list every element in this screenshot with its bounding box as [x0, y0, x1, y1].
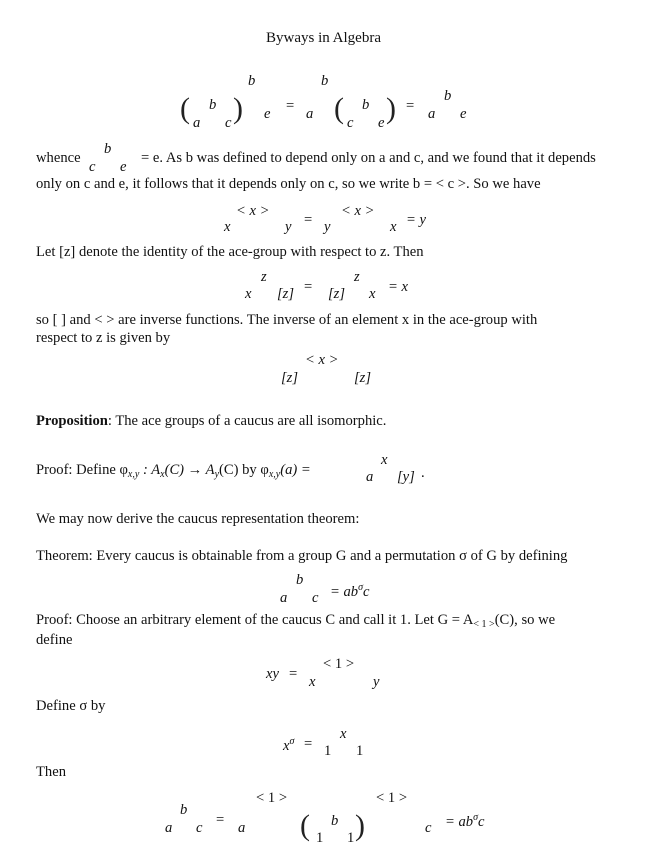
- eq1-e-2: e: [460, 106, 467, 122]
- eq8-rhs-c: c: [478, 814, 485, 830]
- eq2-result: = y: [406, 212, 426, 228]
- proof1-line: [36, 463, 311, 480]
- eq1-a-2: a: [428, 106, 436, 122]
- eq1-inner-c: c: [225, 115, 232, 131]
- eq5-rhs-text: = ab: [330, 584, 359, 600]
- eq3-sup-z-2: z: [354, 269, 360, 285]
- proof1-mid: : A: [139, 462, 161, 478]
- eq8-top2: < 1 >: [376, 790, 408, 806]
- eq8-a: a: [165, 820, 173, 836]
- eq3-equals: =: [304, 279, 313, 295]
- eq6-lhs: xy: [266, 666, 279, 682]
- proof1-sub4: x,y: [268, 469, 281, 480]
- eq4-left: [z]: [281, 370, 299, 386]
- eq1-inner-c-2: c: [347, 115, 354, 131]
- eq7-one-2: 1: [356, 743, 364, 759]
- eq8-top1: < 1 >: [256, 790, 288, 806]
- eq7-top: x: [340, 726, 347, 742]
- eq8-sup-sigma: σ: [473, 812, 479, 823]
- eq7-lhs: [283, 737, 294, 754]
- eq8-equals: =: [216, 812, 225, 828]
- eq4-right: [z]: [354, 370, 372, 386]
- p1-sub-e: e: [120, 159, 127, 175]
- proof1-sup-x: x: [381, 452, 388, 468]
- eq7-sup-sigma: σ: [289, 736, 295, 747]
- running-header: Byways in Algebra: [266, 30, 381, 46]
- eq5-a: a: [280, 590, 288, 606]
- eq7-x: x: [283, 738, 290, 754]
- eq5-c: c: [312, 590, 319, 606]
- eq2-x-2: x: [390, 219, 397, 235]
- eq1-inner-a: a: [193, 115, 201, 131]
- proposition: [36, 414, 386, 429]
- proof1-mid3: (C) by φ: [219, 462, 269, 478]
- eq8-inner-b: b: [331, 813, 339, 829]
- eq2-op2: < x >: [341, 203, 375, 219]
- proof1-mid2: (C) → A: [164, 462, 215, 478]
- eq1-equals: =: [286, 98, 295, 114]
- eq1-sup-b: b: [321, 73, 329, 89]
- eq1-e: e: [264, 106, 271, 122]
- eq1-left-paren: (: [180, 92, 190, 125]
- eq1-sup-b: b: [248, 73, 256, 89]
- p6-text: Then: [36, 764, 66, 780]
- eq2-y: y: [285, 219, 292, 235]
- eq1-a: a: [306, 106, 314, 122]
- eq8-sup-b: b: [180, 802, 188, 818]
- p1-line2: only on c and e, it follows that it depends only on c, so we write b = < c >. So we have: [36, 176, 541, 192]
- proof1-dot: .: [421, 465, 425, 481]
- eq8-c-2: c: [425, 820, 432, 836]
- proof1-a: a: [366, 469, 374, 485]
- eq1-equals-2: =: [406, 98, 415, 114]
- eq7-one: 1: [324, 743, 332, 759]
- eq5-rhs: [330, 583, 370, 600]
- eq1-right-paren-2: ): [386, 92, 396, 125]
- proposition-label: Proposition: [36, 413, 108, 429]
- eq2-y-2: y: [324, 219, 331, 235]
- eq8-rhs: [445, 813, 485, 830]
- eq2-x: x: [224, 219, 231, 235]
- eq3-result: = x: [388, 279, 408, 295]
- eq3-x: x: [245, 286, 252, 302]
- proof2-line2: define: [36, 632, 73, 648]
- proof1-sub2: x: [160, 469, 165, 480]
- eq8-a-2: a: [238, 820, 246, 836]
- proof1-y: [y]: [397, 469, 415, 485]
- eq1-inner-e: e: [378, 115, 385, 131]
- p1-tail: = e. As b was defined to depend only on a and c, and we found that it depends: [141, 150, 596, 166]
- p3-line2: respect to z is given by: [36, 330, 171, 346]
- proof2-text: Proof: Choose an arbitrary element of the caucus C and call it 1. Let G = A: [36, 612, 474, 628]
- eq1-left-paren-2: (: [334, 92, 344, 125]
- eq5-sup-sigma: σ: [358, 582, 364, 593]
- eq8-inner-1: 1: [316, 830, 324, 846]
- p5-text: Define σ by: [36, 698, 106, 714]
- p3-line1: so [ ] and < > are inverse functions. The inverse of an element x in the ace-group with: [36, 312, 538, 328]
- p1-sup-b: b: [104, 141, 112, 157]
- eq5-sup-b: b: [296, 572, 304, 588]
- eq8-rhs-text: = ab: [445, 814, 474, 830]
- proof2-sub: < 1 >: [473, 619, 495, 630]
- proposition-text: : The ace groups of a caucus are all isomorphic.: [107, 413, 387, 429]
- proof2-line1: [36, 613, 555, 630]
- p2-text: Let [z] denote the identity of the ace-group with respect to z. Then: [36, 244, 424, 260]
- eq5-rhs-c: c: [363, 584, 370, 600]
- eq1-sup-b-2: b: [444, 88, 452, 104]
- eq1-right-paren: ): [233, 92, 243, 125]
- proof1-sub1: x,y: [127, 469, 140, 480]
- eq2-op1: < x >: [236, 203, 270, 219]
- eq6-x: x: [309, 674, 316, 690]
- eq3-bracket-z: [z]: [277, 286, 295, 302]
- eq3-x-2: x: [369, 286, 376, 302]
- eq3-sup-z: z: [261, 269, 267, 285]
- proof1-text: Proof: Define φ: [36, 462, 128, 478]
- p1-sub-c: c: [89, 159, 96, 175]
- p4-text: We may now derive the caucus representation theorem:: [36, 511, 360, 527]
- eq6-y: y: [373, 674, 380, 690]
- proof1-tail: (a) =: [280, 462, 311, 478]
- p1-whence: whence: [36, 150, 81, 166]
- theorem-text: Theorem: Every caucus is obtainable from a group G and a permutation σ of G by defining: [36, 548, 568, 564]
- eq8-right-paren: ): [355, 809, 365, 842]
- eq7-equals: =: [304, 736, 313, 752]
- eq4-top: < x >: [305, 352, 339, 368]
- eq6-equals: =: [289, 666, 298, 682]
- proof1-sub3: y: [214, 469, 220, 480]
- eq1-inner-b: b: [209, 97, 217, 113]
- eq8-inner-1-2: 1: [347, 830, 355, 846]
- eq3-bracket-z-2: [z]: [328, 286, 346, 302]
- eq6-top: < 1 >: [323, 656, 355, 672]
- eq8-c: c: [196, 820, 203, 836]
- proof2-text-b: (C), so we: [494, 612, 556, 628]
- eq8-left-paren: (: [300, 809, 310, 842]
- eq1-inner-b-2: b: [362, 97, 370, 113]
- eq2-equals: =: [304, 212, 313, 228]
